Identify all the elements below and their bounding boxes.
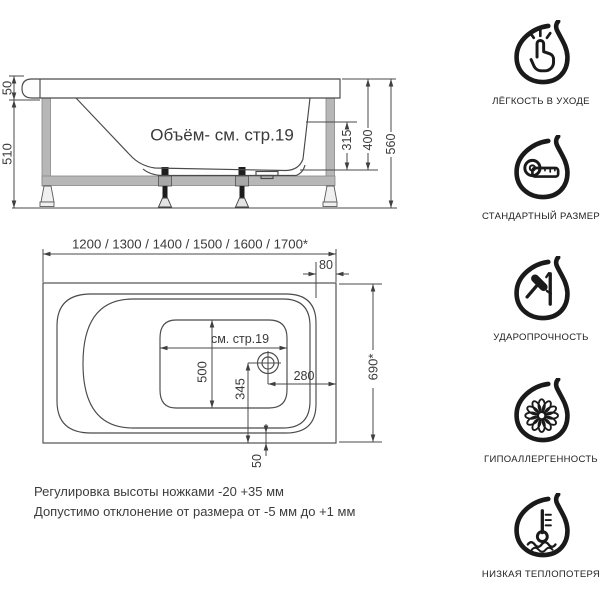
side-view-drawing: [0, 58, 410, 223]
volume-note: Объём- см. стр.19: [150, 125, 294, 145]
note-size-tolerance: Допустимо отклонение от размера от -5 мм до +1 мм: [34, 504, 356, 519]
thermometer-water-icon: [507, 493, 575, 559]
dim-drain-to-side: 280: [293, 369, 315, 383]
easy-care-hand-icon: [507, 20, 575, 86]
feature-hypoallergenic: [477, 378, 600, 465]
hammer-impact-icon: [507, 256, 575, 322]
dim-bottom-width: 500: [194, 361, 210, 383]
feature-low-heat-loss: [477, 493, 600, 580]
feature-label: УДАРОПРОЧНОСТЬ: [493, 332, 589, 343]
top-view-tub-body: [43, 283, 336, 443]
dim-length-options: 1200 / 1300 / 1400 / 1500 / 1600 / 1700*: [71, 236, 309, 252]
dim-frame-height: 510: [0, 143, 15, 165]
dim-bottom-rim-width: 50: [250, 454, 264, 468]
adjustable-foot: [159, 167, 172, 207]
dim-inner-depth: 400: [361, 129, 375, 151]
feature-label: ЛЁГКОСТЬ В УХОДЕ: [492, 96, 590, 107]
dim-total-height: 560: [384, 133, 398, 155]
tape-measure-icon: [507, 135, 575, 201]
note-leg-adjustment: Регулировка высоты ножками -20 +35 мм: [34, 484, 284, 499]
notes: [34, 482, 355, 522]
dim-overall-width: 690*: [365, 353, 381, 381]
top-view-drawing: [0, 232, 410, 482]
drain: [248, 351, 281, 384]
feature-standard-size: [477, 135, 600, 222]
feature-easy-care: [477, 20, 600, 107]
adjustable-foot: [236, 167, 249, 207]
dim-side-rim-width: 80: [319, 258, 333, 272]
dim-rim-height: 50: [0, 80, 15, 96]
feature-label: ГИПОАЛЛЕРГЕННОСТЬ: [484, 454, 598, 465]
feature-label: СТАНДАРТНЫЙ РАЗМЕР: [481, 211, 600, 222]
top-view-dimensions: [43, 249, 382, 456]
feature-label: НИЗКАЯ ТЕПЛОПОТЕРЯ: [481, 569, 600, 580]
dim-drain-to-edge: 345: [232, 378, 248, 400]
dim-water-depth: 315: [340, 129, 354, 151]
side-view-frame: [40, 98, 337, 207]
feature-impact-resistance: [477, 256, 600, 343]
daisy-flower-icon: [507, 378, 575, 444]
dim-bottom-length-note: см. стр.19: [210, 332, 270, 346]
